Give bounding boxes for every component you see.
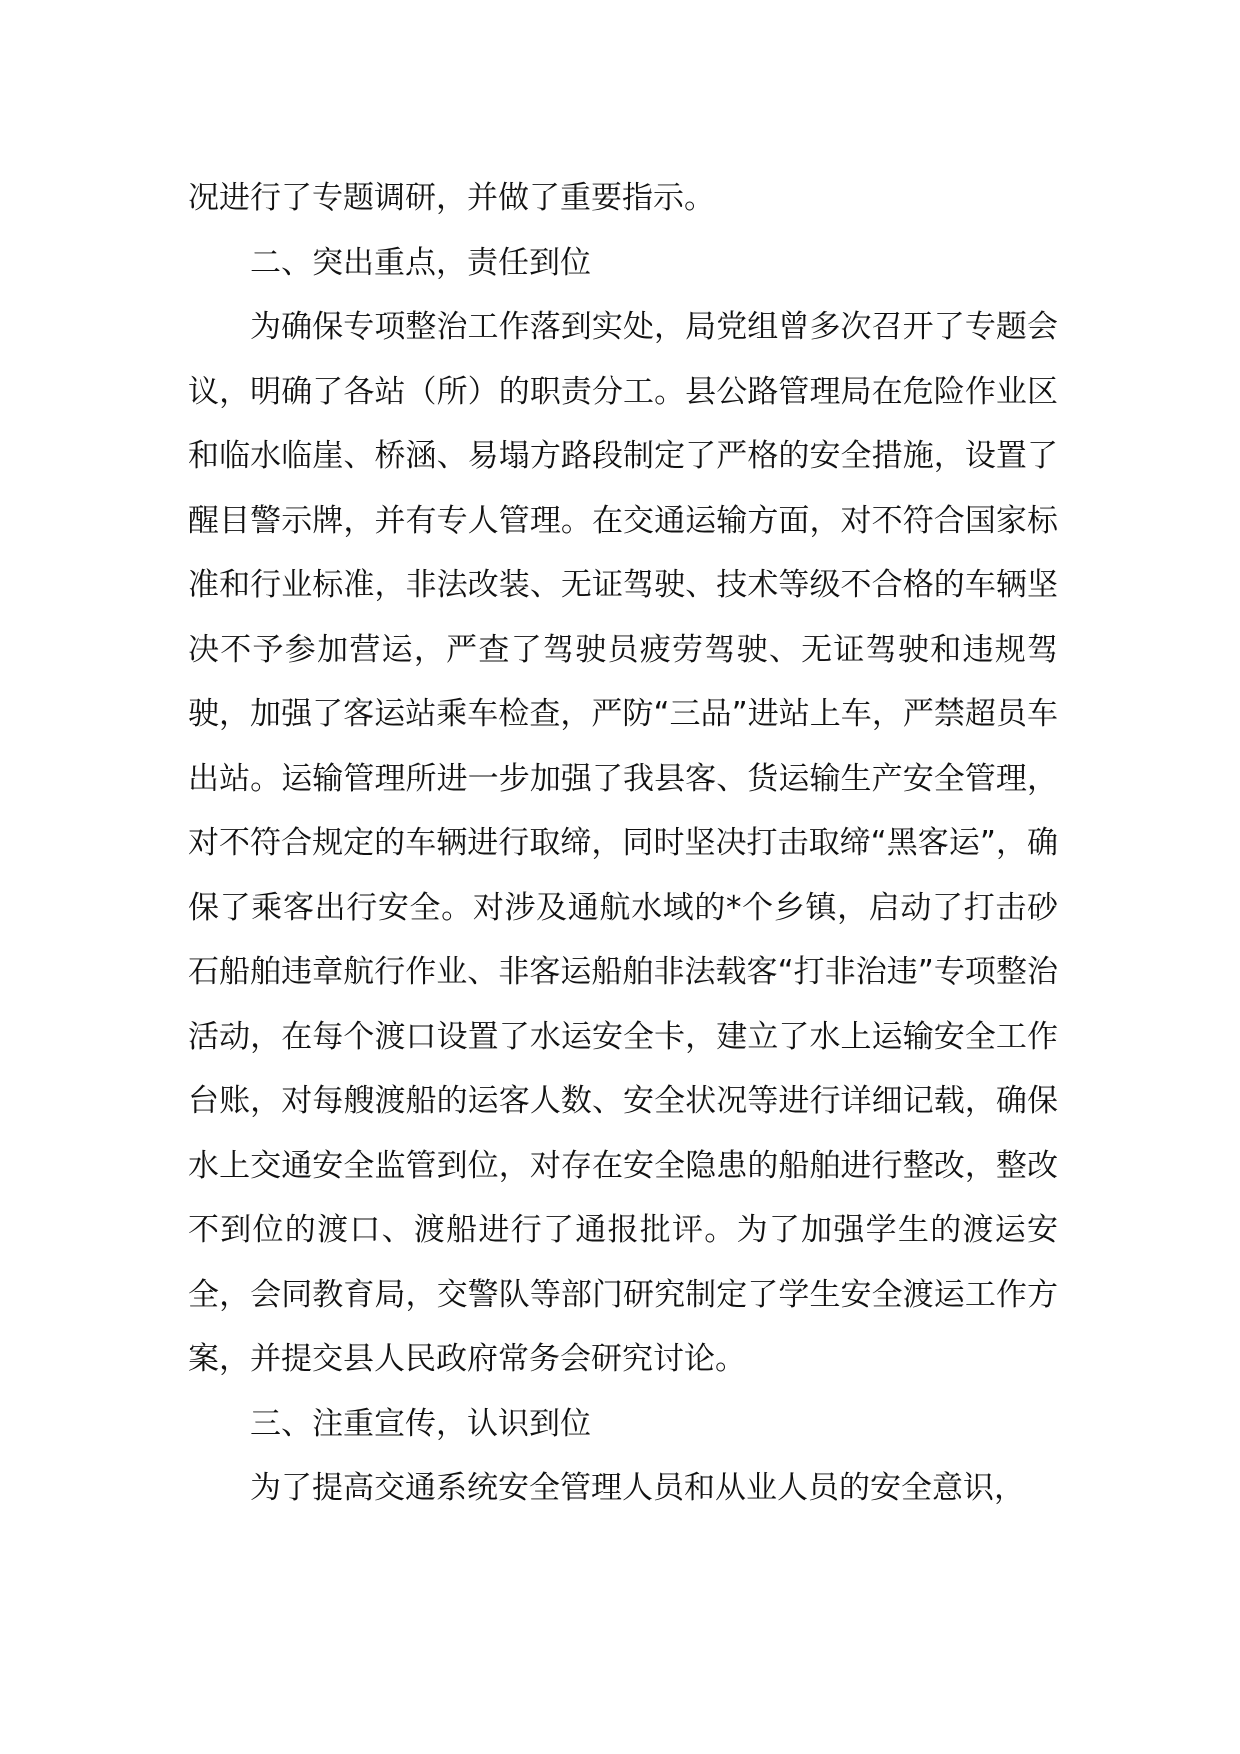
paragraph-continuation: 况进行了专题调研，并做了重要指示。 bbox=[188, 180, 715, 216]
document-body bbox=[188, 166, 1058, 1521]
paragraph-section-two-body: 为确保专项整治工作落到实处，局党组曾多次召开了专题会议，明确了各站（所）的职责分工。县公路管理局在危险作业区和临水临崖、桥涵、易塌方路段制定了严格的安全措施，设置了醒目警示牌，并有专人管理。在交通运输方面，对不符合国家标准和行业标准，非法改装、无证驾驶、技术等级不合格的车辆坚决不予参加营运，严查了驾驶员疲劳驾驶、无证驾驶和违规驾驶，加强了客运站乘车检查，严防“三品”进站上车，严禁超员车出站。运输管理所进一步加强了我县客、货运输生产安全管理，对不符合规定的车辆进行取缔，同时坚决打击取缔“黑客运”，确保了乘客出行安全。对涉及通航水域的*个乡镇，启动了打击砂石船舶违章航行作业、非客运船舶非法载客“打非治违”专项整治活动，在每个渡口设置了水运安全卡，建立了水上运输安全工作台账，对每艘渡船的运客人数、安全状况等进行详细记载，确保水上交通安全监管到位，对存在安全隐患的船舶进行整改，整改不到位的渡口、渡船进行了通报批评。为了加强学生的渡运安全，会同教育局，交警队等部门研究制定了学生安全渡运工作方案，并提交县人民政府常务会研究讨论。 bbox=[188, 309, 1058, 1377]
section-heading-two: 二、突出重点，责任到位 bbox=[250, 244, 591, 281]
section-heading-three: 三、注重宣传，认识到位 bbox=[250, 1405, 591, 1442]
paragraph-section-three-body: 为了提高交通系统安全管理人员和从业人员的安全意识， bbox=[250, 1470, 1025, 1506]
